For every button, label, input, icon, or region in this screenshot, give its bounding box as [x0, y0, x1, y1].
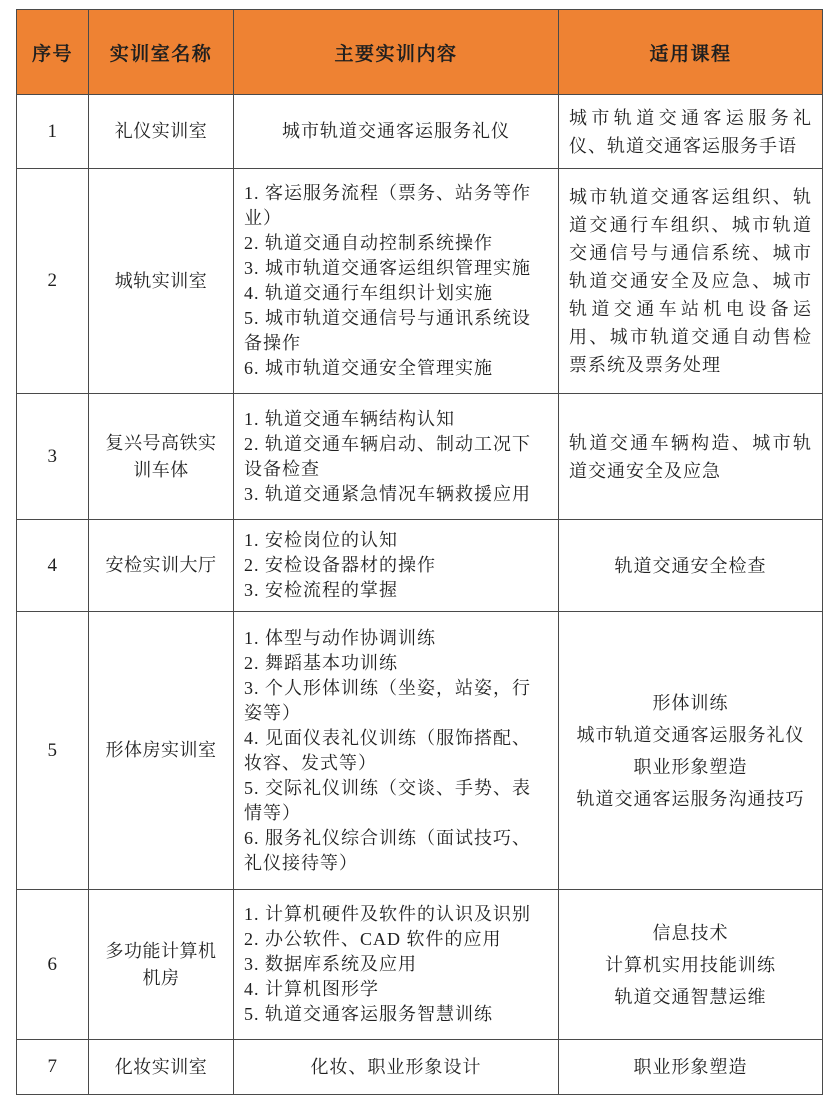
room-name: 形体房实训室	[89, 612, 234, 890]
table-row	[17, 95, 823, 169]
content-line: 1. 计算机硬件及软件的认识及识别	[244, 904, 531, 924]
table-row	[17, 890, 823, 1040]
course-line: 计算机实用技能训练	[605, 954, 776, 975]
training-rooms-table-container	[16, 9, 823, 1095]
content-line: 化妆、职业形象设计	[310, 1056, 482, 1077]
row-number: 1	[17, 95, 89, 169]
room-name: 安检实训大厅	[89, 520, 234, 612]
table-row	[17, 394, 823, 520]
course-line: 城市轨道交通客运服务礼仪、轨道交通客运服务手语	[569, 107, 812, 156]
training-rooms-table	[16, 9, 823, 1095]
room-name: 多功能计算机机房	[89, 890, 234, 1040]
course-line: 轨道交通客运服务沟通技巧	[576, 788, 805, 809]
table-row	[17, 520, 823, 612]
content-line: 5. 轨道交通客运服务智慧训练	[244, 1004, 493, 1024]
room-name: 礼仪实训室	[89, 95, 234, 169]
applicable-courses	[559, 95, 823, 169]
applicable-courses	[559, 612, 823, 890]
course-line: 城市轨道交通客运服务礼仪	[576, 724, 805, 745]
course-line: 轨道交通智慧运维	[614, 986, 767, 1007]
room-name: 化妆实训室	[89, 1040, 234, 1095]
header-cell-room-name: 实训室名称	[89, 10, 234, 95]
content-line: 3. 城市轨道交通客运组织管理实施	[244, 258, 531, 278]
applicable-courses	[559, 520, 823, 612]
training-content	[234, 520, 559, 612]
content-line: 1. 安检岗位的认知	[244, 530, 398, 550]
content-line: 2. 轨道交通自动控制系统操作	[244, 233, 493, 253]
training-content	[234, 1040, 559, 1095]
training-content	[234, 890, 559, 1040]
training-content	[234, 394, 559, 520]
content-line: 6. 服务礼仪综合训练（面试技巧、礼仪接待等）	[244, 827, 531, 873]
content-line: 4. 轨道交通行车组织计划实施	[244, 283, 493, 303]
table-row	[17, 612, 823, 890]
header-row	[17, 10, 823, 95]
content-line: 3. 个人形体训练（坐姿，站姿，行姿等）	[244, 677, 531, 723]
content-line: 4. 计算机图形学	[244, 979, 379, 999]
content-line: 1. 客运服务流程（票务、站务等作业）	[244, 183, 531, 228]
content-line: 2. 轨道交通车辆启动、制动工况下设备检查	[244, 433, 531, 479]
content-line: 2. 舞蹈基本功训练	[244, 652, 398, 673]
course-line: 信息技术	[652, 922, 729, 943]
row-number: 6	[17, 890, 89, 1040]
content-line: 1. 轨道交通车辆结构认知	[244, 408, 455, 429]
header-cell-courses: 适用课程	[559, 10, 823, 95]
content-line: 3. 轨道交通紧急情况车辆救援应用	[244, 483, 531, 504]
course-line: 职业形象塑造	[633, 756, 748, 777]
course-line: 轨道交通安全检查	[614, 555, 767, 576]
row-number: 4	[17, 520, 89, 612]
applicable-courses	[559, 890, 823, 1040]
content-line: 2. 安检设备器材的操作	[244, 555, 436, 575]
course-line: 职业形象塑造	[633, 1057, 748, 1077]
room-name: 复兴号高铁实训车体	[89, 394, 234, 520]
course-line: 形体训练	[652, 692, 729, 713]
header-cell-content: 主要实训内容	[234, 10, 559, 95]
header-cell-number: 序号	[17, 10, 89, 95]
content-line: 城市轨道交通客运服务礼仪	[282, 121, 510, 141]
training-content	[234, 169, 559, 394]
training-content	[234, 95, 559, 169]
row-number: 3	[17, 394, 89, 520]
applicable-courses	[559, 169, 823, 394]
row-number: 2	[17, 169, 89, 394]
course-line: 城市轨道交通客运组织、轨道交通行车组织、城市轨道交通信号与通信系统、城市轨道交通安全及应急、城市轨道交通车站机电设备运用、城市轨道交通自动售检票系统及票务处理	[569, 187, 812, 375]
row-number: 7	[17, 1040, 89, 1095]
content-line: 5. 交际礼仪训练（交谈、手势、表情等）	[244, 777, 531, 823]
content-line: 5. 城市轨道交通信号与通讯系统设备操作	[244, 308, 531, 353]
training-content	[234, 612, 559, 890]
content-line: 1. 体型与动作协调训练	[244, 627, 436, 648]
applicable-courses	[559, 1040, 823, 1095]
content-line: 3. 数据库系统及应用	[244, 954, 417, 974]
content-line: 6. 城市轨道交通安全管理实施	[244, 358, 493, 378]
content-line: 4. 见面仪表礼仪训练（服饰搭配、妆容、发式等）	[244, 727, 531, 773]
room-name: 城轨实训室	[89, 169, 234, 394]
course-line: 轨道交通车辆构造、城市轨道交通安全及应急	[569, 432, 812, 481]
row-number: 5	[17, 612, 89, 890]
applicable-courses	[559, 394, 823, 520]
content-line: 3. 安检流程的掌握	[244, 580, 398, 600]
table-row	[17, 169, 823, 394]
table-row	[17, 1040, 823, 1095]
content-line: 2. 办公软件、CAD 软件的应用	[244, 929, 502, 949]
